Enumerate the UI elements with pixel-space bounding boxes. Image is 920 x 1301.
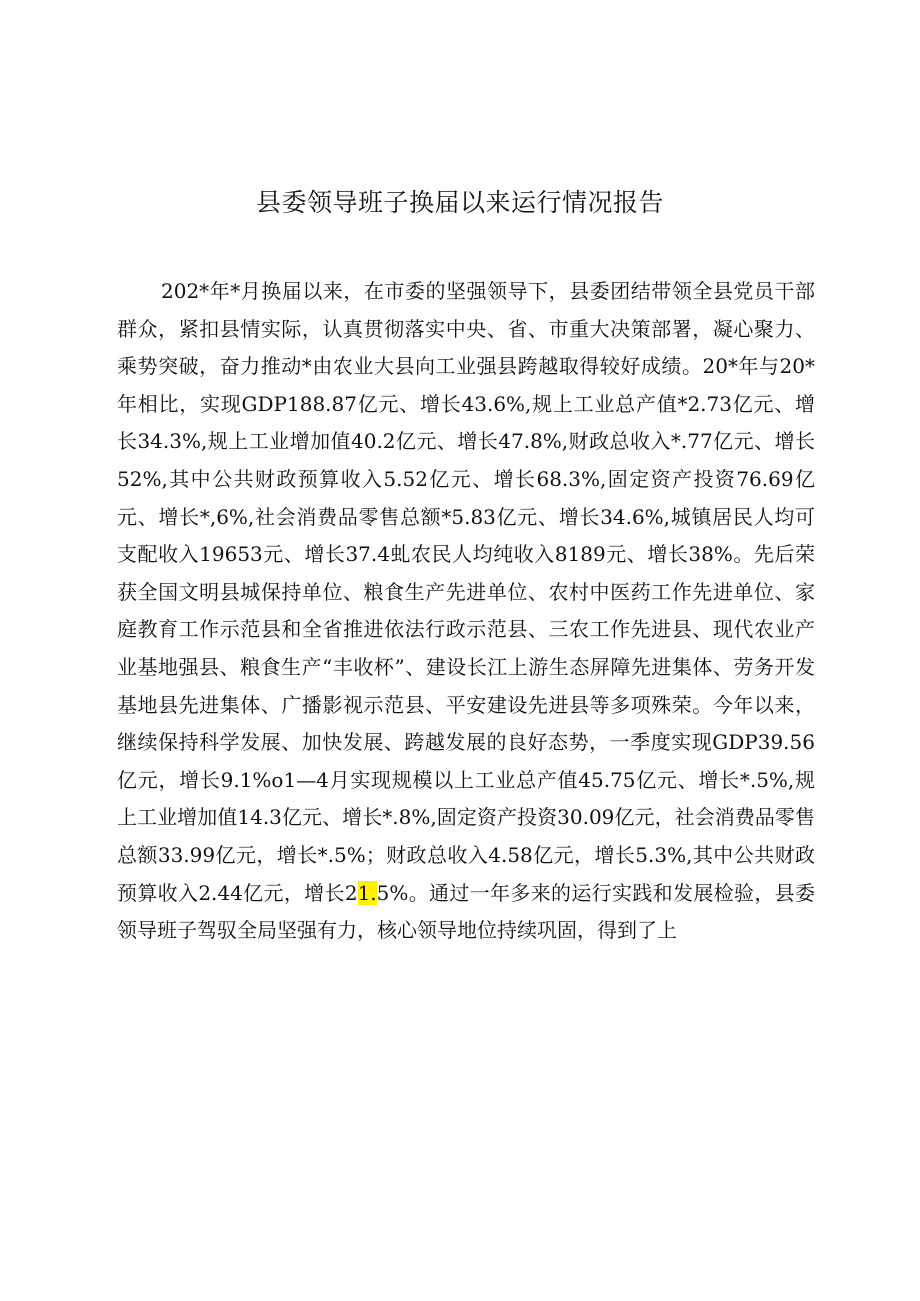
document-title: 县委领导班子换届以来运行情况报告	[255, 188, 664, 217]
paragraph-text: 202*年*月换届以来，在市委的坚强领导下，县委团结带领全县党员干部群众，紧扣县情实际，认真贯彻落实中央、省、市重大决策部署，凝心聚力、乘势突破，奋力推动*由农业大县向工业强县跨越取得较好成绩。20*年与20*年相比，实现GDP188.87亿元、增长43.6%,规上工业总产值*2.73亿元、增长34.3%,规上工业增加值40.2亿元、增长47.8%,财政总收入*.77亿元、增长52%,其中公共财政预算收入5.52亿元、增长68.3%,固定资产投资76.69亿元、增长*,6%,社会消费品零售总额*5.83亿元、增长34.6%,城镇居民人均可支配收入19653元、增长37.4虬农民人均纯收入8189元、增长38%。先后荣获全国文明县城保持单位、粮食生产先进单位、农村中医药工作先进单位、家庭教育工作示范县和全省推进依法行政示范县、三农工作先进县、现代农业产业基地强县、粮食生产“丰收杯”、建设长江上游生态屏障先进集体、劳务开发基地县先进集体、广播影视示范县、平安建设先进县等多项殊荣。今年以来，继续保持科学发展、加快发展、跨越发展的良好态势，一季度实现GDP39.56亿元，增长9.1%o1—4月实现规模以上工业总产值45.75亿元、增长*.5%,规上工业增加值14.3亿元、增长*.8%,固定资产投资30.09亿元，社会消费品零售总额33.99亿元，增长*.5%；财政总收入4.58亿元，增长5.3%,其中公共财政预算收入2.44亿元，增长2	[117, 279, 815, 905]
highlighted-text: 1.	[357, 880, 377, 905]
body-paragraph	[117, 273, 815, 950]
paragraph-text-continued: 5%。通过一年多来的运行实践和发展检验，县委领导班子驾驭全局坚强有力，核心领导地位持续巩固，得到了上	[117, 880, 815, 943]
